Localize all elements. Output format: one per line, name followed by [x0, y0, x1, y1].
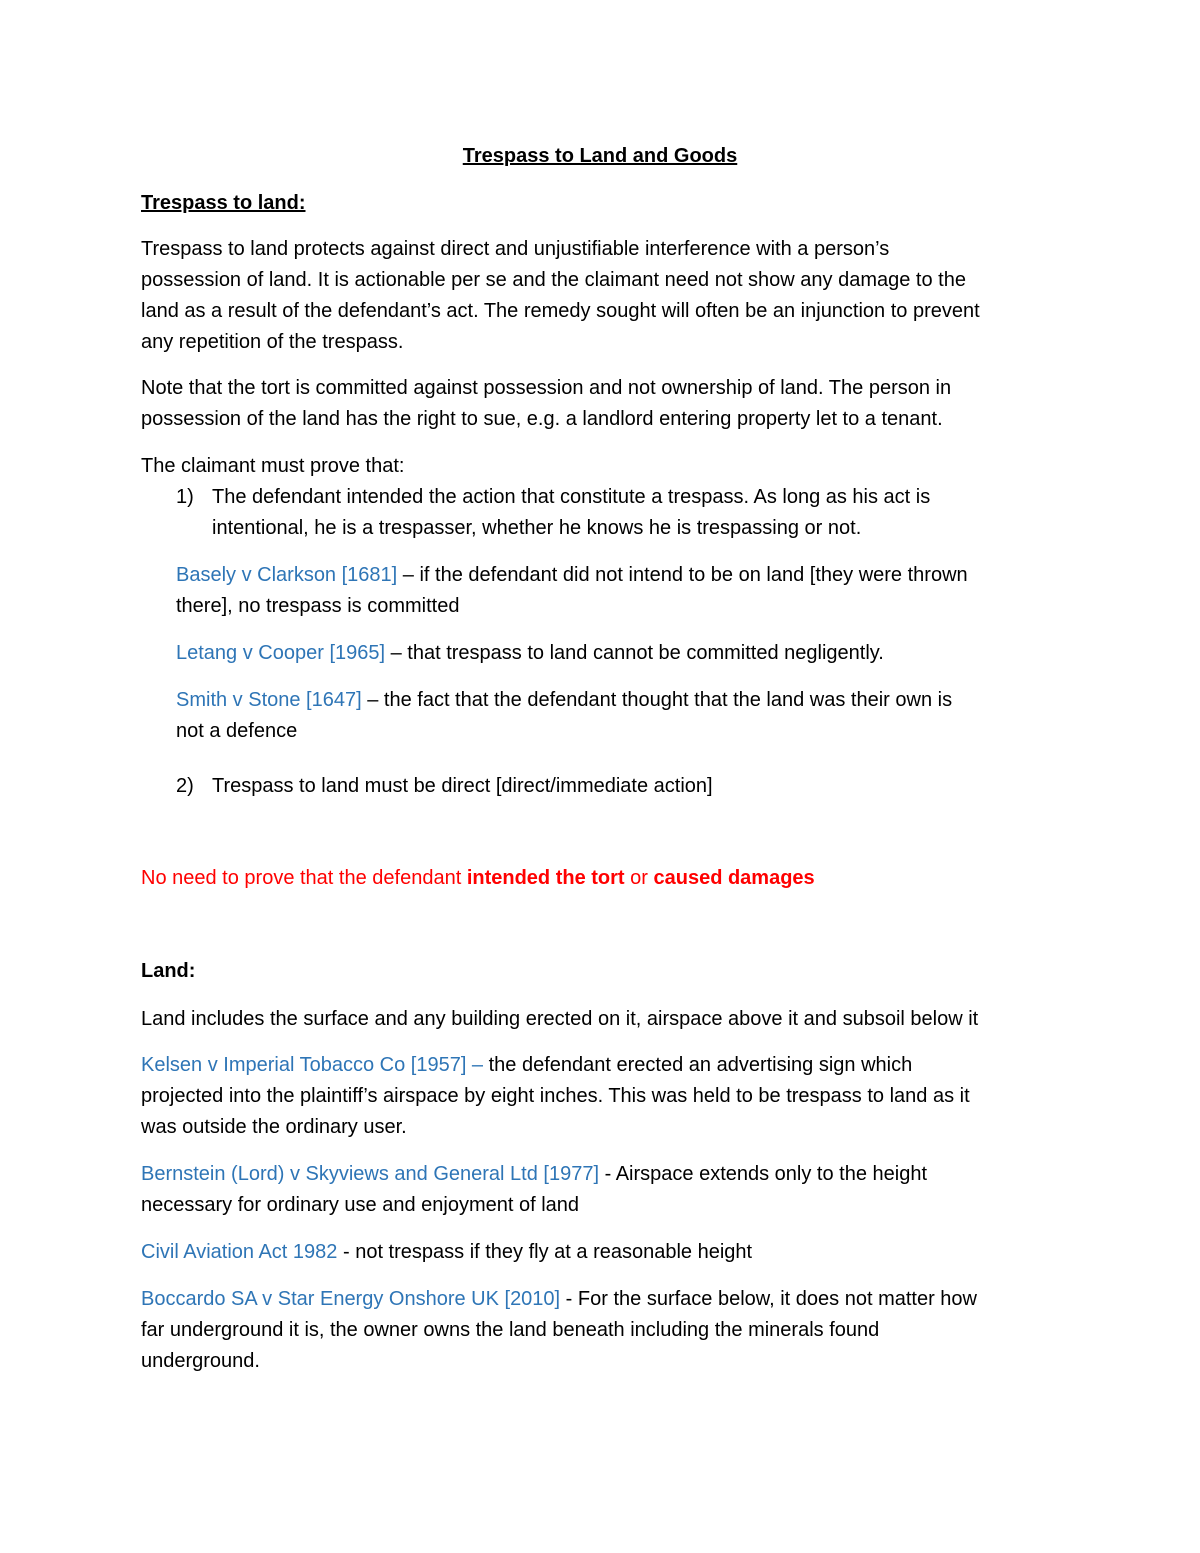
- list-number: 2): [176, 775, 194, 797]
- case-name: Kelsen v Imperial Tobacco Co [1957] –: [141, 1054, 484, 1076]
- note-text: No need to prove that the defendant: [141, 867, 467, 889]
- paragraph-line: Note that the tort is committed against possession and not ownership of land. The person in: [141, 377, 952, 399]
- case-text-continuation: far underground it is, the owner owns the land beneath including the minerals found: [141, 1319, 880, 1341]
- paragraph-line: The claimant must prove that:: [141, 455, 405, 477]
- case-text: - For the surface below, it does not matter how: [560, 1288, 977, 1310]
- section-heading-land: Land:: [141, 960, 196, 982]
- case-text-continuation: projected into the plaintiff’s airspace by eight inches. This was held to be trespass to land as it: [141, 1085, 970, 1107]
- note-bold: intended the tort: [466, 867, 625, 889]
- paragraph-line: possession of land. It is actionable per se and the claimant need not show any damage to the: [141, 269, 966, 291]
- paragraph-line: possession of the land has the right to sue, e.g. a landlord entering property let to a tenant.: [141, 408, 943, 430]
- list-number: 1): [176, 486, 194, 508]
- paragraph-line: Trespass to land protects against direct and unjustifiable interference with a person’s: [141, 238, 890, 260]
- paragraph-line: land as a result of the defendant’s act. The remedy sought will often be an injunction to prevent: [141, 300, 980, 322]
- case-entry: [141, 1284, 977, 1315]
- case-entry: [141, 1159, 927, 1190]
- case-text-continuation: there], no trespass is committed: [176, 595, 460, 617]
- paragraph-line: Land includes the surface and any building erected on it, airspace above it and subsoil below it: [141, 1008, 979, 1030]
- emphasis-note: [141, 863, 815, 894]
- case-entry: [141, 1237, 752, 1268]
- list-item-line: The defendant intended the action that constitute a trespass. As long as his act is: [212, 486, 931, 508]
- case-entry: [141, 1050, 912, 1081]
- case-text: – the fact that the defendant thought that the land was their own is: [361, 689, 953, 711]
- case-text-continuation: was outside the ordinary user.: [141, 1116, 407, 1138]
- case-name: Letang v Cooper [1965]: [176, 642, 386, 664]
- case-text-continuation: underground.: [141, 1350, 260, 1372]
- case-entry: [176, 685, 952, 716]
- page-title: Trespass to Land and Goods: [462, 145, 738, 167]
- case-name: Boccardo SA v Star Energy Onshore UK [2010]: [141, 1288, 561, 1310]
- paragraph-line: any repetition of the trespass.: [141, 331, 404, 353]
- case-name: Bernstein (Lord) v Skyviews and General Ltd [1977]: [141, 1163, 600, 1185]
- case-text: – that trespass to land cannot be committed negligently.: [385, 642, 884, 664]
- note-text: or: [624, 867, 654, 889]
- case-name: Civil Aviation Act 1982: [141, 1241, 338, 1263]
- case-text: – if the defendant did not intend to be on land [they were thrown: [397, 564, 968, 586]
- case-text-continuation: not a defence: [176, 720, 298, 742]
- case-text: the defendant erected an advertising sign which: [483, 1054, 913, 1076]
- case-entry: [176, 560, 968, 591]
- note-bold: caused damages: [653, 867, 815, 889]
- case-text-continuation: necessary for ordinary use and enjoyment of land: [141, 1194, 580, 1216]
- case-name: Smith v Stone [1647]: [176, 689, 362, 711]
- case-text: - Airspace extends only to the height: [599, 1163, 928, 1185]
- case-name: Basely v Clarkson [1681]: [176, 564, 398, 586]
- case-text: - not trespass if they fly at a reasonable height: [337, 1241, 753, 1263]
- section-heading-trespass-to-land: Trespass to land:: [141, 192, 306, 214]
- list-item-line: Trespass to land must be direct [direct/immediate action]: [212, 775, 713, 797]
- case-entry: [176, 638, 884, 669]
- list-item-line: intentional, he is a trespasser, whether he knows he is trespassing or not.: [212, 517, 862, 539]
